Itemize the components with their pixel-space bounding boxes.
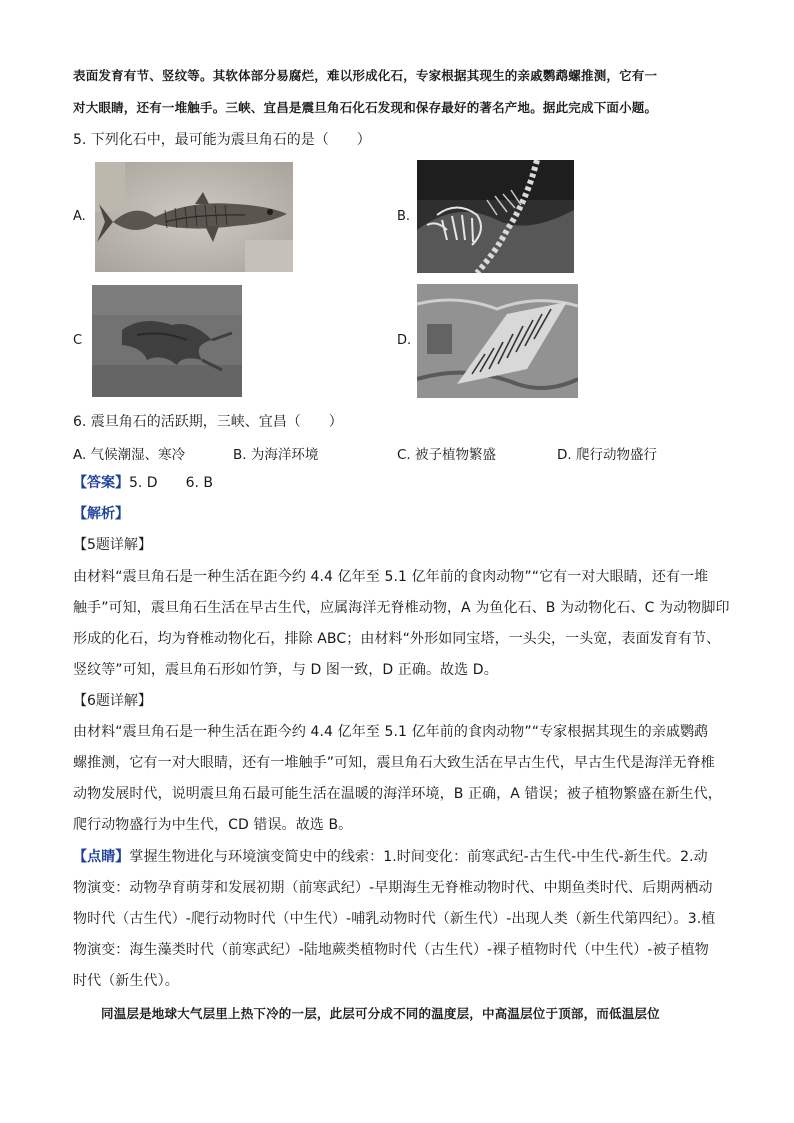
tip-line-2: 物演变：动物孕育萌芽和发展初期（前寒武纪）-早期海生无脊椎动物时代、中期鱼类时代、后期两栖动 [73,880,713,896]
option-d-label: D. [397,333,412,348]
skeleton-fossil-image [417,160,574,273]
answer-text: 5. D 6. B [129,475,213,491]
choice-a: A. 气候潮湿、寒冷 [73,447,186,463]
answer-tag: 【答案】 [73,475,129,491]
intro-line-1: 表面发育有节、竖纹等。其软体部分易腐烂，难以形成化石，专家根据其现生的亲戚鹦鹉螺推测，它有一 [73,68,658,83]
detail-6-line-3: 动物发展时代，说明震旦角石最可能生活在温暖的海洋环境，B 正确，A 错误；被子植物繁盛在新生代， [73,786,722,802]
tip-tag: 【点睛】 [73,849,130,865]
option-c-label: C [73,333,83,348]
detail-5-line-4: 竖纹等”可知，震旦角石形如竹笋，与 D 图一致，D 正确。故选 D。 [73,662,498,678]
choice-d: D. 爬行动物盛行 [557,447,657,463]
tip-line-5: 时代（新生代）。 [73,973,179,989]
choice-c: C. 被子植物繁盛 [397,447,497,463]
detail-6-line-2: 螺推测，它有一对大眼睛，还有一堆触手”可知，震旦角石大致生活在早古生代，早古生代是海洋无脊椎 [73,755,715,771]
choice-b: B. 为海洋环境 [233,447,319,463]
tip-line-3: 物时代（古生代）-爬行动物时代（中生代）-哺乳动物时代（新生代）-出现人类（新生代第四纪）。3.植 [73,911,716,927]
question-6-stem: 6. 震旦角石的活跃期，三峡、宜昌（ ） [73,414,343,430]
analysis-line [73,504,129,524]
intro-line-2: 对大眼睛，还有一堆触手。三峡、宜昌是震旦角石化石发现和保存最好的著名产地。据此完成下面小题。 [73,100,658,115]
detail-5-line-1: 由材料“震旦角石是一种生活在距今约 4.4 亿年至 5.1 亿年前的食肉动物”“它有一对大眼睛，还有一堆 [73,569,709,585]
detail-5-line-2: 触手”可知，震旦角石生活在早古生代，应属海洋无脊椎动物，A 为鱼化石、B 为动物化石、C 为动物脚印 [73,600,730,616]
tip-first: 掌握生物进化与环境演变简史中的线索：1.时间变化：前寒武纪-古生代-中生代-新生代。2.动 [129,849,708,865]
tip-line-1 [73,847,708,867]
detail-6-line-1: 由材料“震旦角石是一种生活在距今约 4.4 亿年至 5.1 亿年前的食肉动物”“专家根据其现生的亲戚鹦鹉 [73,724,709,740]
question-5-stem: 5. 下列化石中，最可能为震旦角石的是（ ） [73,132,371,148]
analysis-tag: 【解析】 [73,506,129,522]
next-passage-line: 同温层是地球大气层里上热下冷的一层，此层可分成不同的温度层，中高温层位于顶部，而低温层位 [101,1006,660,1021]
answer-line [73,473,213,493]
detail-5-tag: 【5题详解】 [73,537,152,553]
detail-6-tag: 【6题详解】 [73,693,152,709]
option-b-label: B. [397,209,411,224]
option-a-label: A. [73,209,86,224]
footprint-fossil-image [92,285,242,397]
detail-6-line-4: 爬行动物盛行为中生代，CD 错误。故选 B。 [73,817,353,833]
cone-shell-fossil-image [417,284,578,398]
fish-fossil-image [95,162,293,272]
detail-5-line-3: 形成的化石，均为脊椎动物化石，排除 ABC；由材料“外形如同宝塔，一头尖，一头宽，表面发育有节、 [73,631,721,647]
tip-line-4: 物演变：海生藻类时代（前寒武纪）-陆地蕨类植物时代（古生代）-裸子植物时代（中生代）-被子植物 [73,942,709,958]
